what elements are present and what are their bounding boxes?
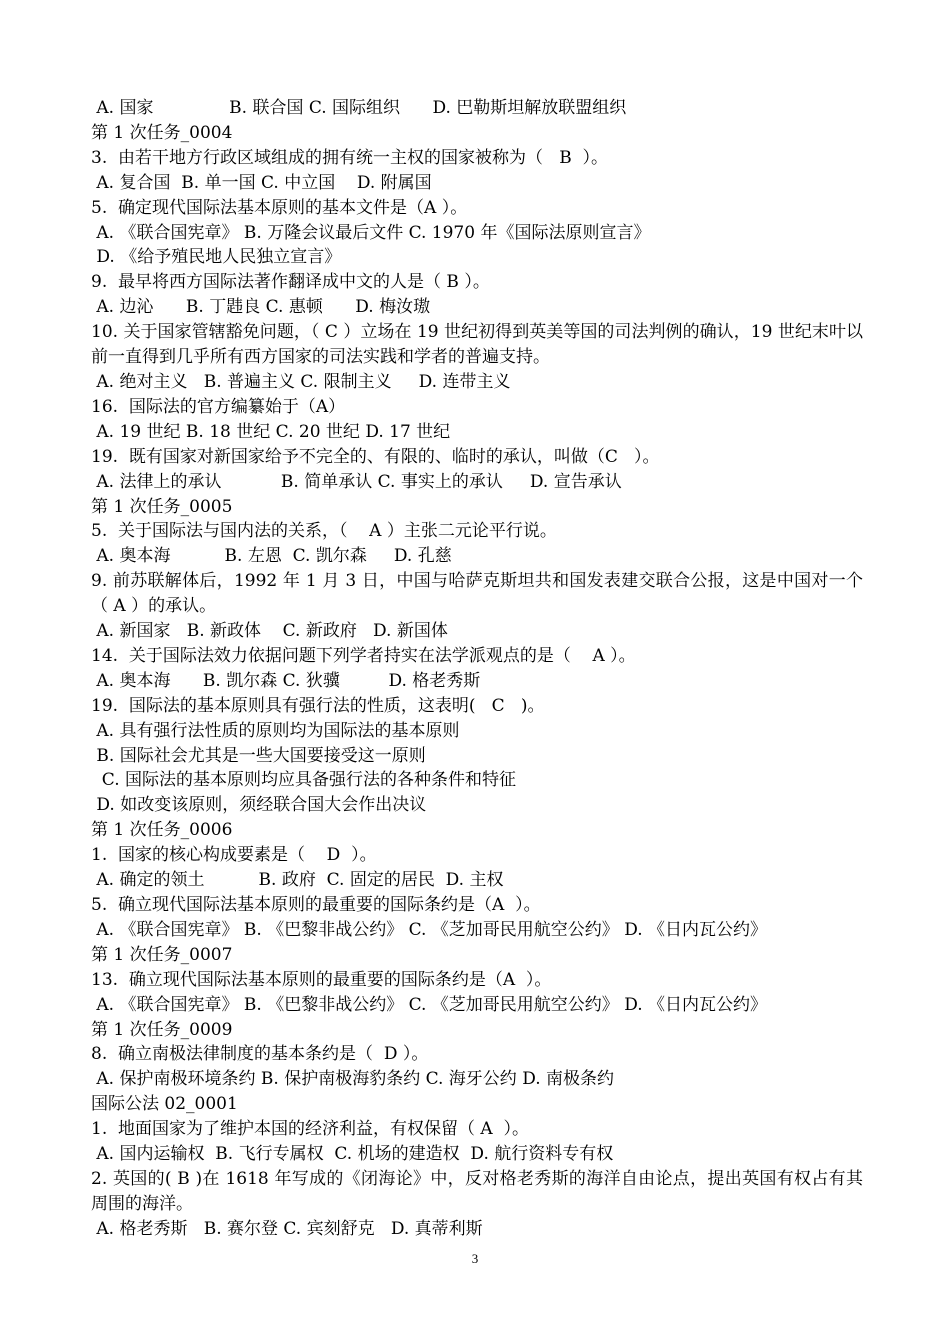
- question-paragraph: 2. 英国的( B )在 1618 年写成的《闭海论》中，反对格老秀斯的海洋自由论点，提出英国有权占有其周围的海洋。: [91, 1168, 863, 1214]
- question-line: 19. 既有国家对新国家给予不完全的、有限的、临时的承认，叫做（C ）。: [91, 446, 660, 467]
- answer-option: C. 国际法的基本原则均应具备强行法的各种条件和特征: [91, 770, 517, 791]
- question-line: 5. 确立现代国际法基本原则的最重要的国际条约是（A ）。: [91, 895, 541, 915]
- answer-options-line: D. 《给予殖民地人民独立宣言》: [91, 247, 342, 268]
- page-number: 3: [471, 1251, 479, 1266]
- answer-options-line: A. 新国家 B. 新政体 C. 新政府 D. 新国体: [91, 621, 448, 642]
- question-line: 1. 地面国家为了维护本国的经济利益，有权保留（ A ）。: [91, 1119, 530, 1140]
- question-line: 13. 确立现代国际法基本原则的最重要的国际条约是（A ）。: [91, 969, 552, 990]
- answer-options-line: A. 《联合国宪章》 B. 《巴黎非战公约》 C. 《芝加哥民用航空公约》 D. 《日内瓦公约》: [91, 994, 768, 1015]
- question-line: 5. 确定现代国际法基本原则的基本文件是（A ）。: [91, 197, 468, 218]
- answer-option: D. 如改变该原则，须经联合国大会作出决议: [91, 795, 427, 816]
- answer-options-line: A. 《联合国宪章》 B. 万隆会议最后文件 C. 1970 年《国际法原则宣言》: [91, 222, 651, 243]
- answer-options-line: A. 法律上的承认 B. 简单承认 C. 事实上的承认 D. 宣告承认: [91, 471, 622, 492]
- answer-options-line: A. 保护南极环境条约 B. 保护南极海豹条约 C. 海牙公约 D. 南极条约: [91, 1069, 615, 1090]
- answer-options-line: A. 确定的领土 B. 政府 C. 固定的居民 D. 主权: [91, 870, 504, 891]
- section-heading: 第 1 次任务_0007: [91, 944, 233, 965]
- question-paragraph: 9. 前苏联解体后，1992 年 1 月 3 日，中国与哈萨克斯坦共和国发表建交联合公报，这是中国对一个（ A ）的承认。: [91, 571, 863, 617]
- answer-options-line: A. 格老秀斯 B. 赛尔登 C. 宾刻舒克 D. 真蒂利斯: [91, 1218, 483, 1239]
- answer-options-line: A. 国内运输权 B. 飞行专属权 C. 机场的建造权 D. 航行资料专有权: [91, 1144, 614, 1165]
- section-heading: 第 1 次任务_0006: [91, 820, 233, 841]
- answer-options-line: A. 《联合国宪章》 B. 《巴黎非战公约》 C. 《芝加哥民用航空公约》 D. 《日内瓦公约》: [91, 919, 768, 940]
- document-body: [91, 96, 863, 1242]
- question-line: 5. 关于国际法与国内法的关系，（ A ）主张二元论平行说。: [91, 521, 557, 542]
- question-line: 19. 国际法的基本原则具有强行法的性质，这表明( C )。: [91, 695, 545, 716]
- question-line: 16. 国际法的官方编纂始于（A）: [91, 396, 346, 417]
- answer-options-line: A. 奥本海 B. 左恩 C. 凯尔森 D. 孔慈: [91, 546, 452, 567]
- section-heading: 第 1 次任务_0005: [91, 496, 233, 517]
- answer-options-line: A. 绝对主义 B. 普遍主义 C. 限制主义 D. 连带主义: [91, 371, 511, 392]
- section-heading: 国际公法 02_0001: [91, 1094, 238, 1115]
- answer-options-line: A. 奥本海 B. 凯尔森 C. 狄骥 D. 格老秀斯: [91, 670, 481, 691]
- answer-options-line: A. 19 世纪 B. 18 世纪 C. 20 世纪 D. 17 世纪: [91, 421, 451, 442]
- section-heading: 第 1 次任务_0009: [91, 1019, 233, 1040]
- question-line: 8. 确立南极法律制度的基本条约是（ D ）。: [91, 1044, 429, 1065]
- answer-options-line: A. 边沁 B. 丁韪良 C. 惠顿 D. 梅汝璈: [91, 297, 431, 318]
- question-line: 1. 国家的核心构成要素是（ D ）。: [91, 845, 377, 866]
- question-line: 3. 由若干地方行政区域组成的拥有统一主权的国家被称为（ B ）。: [91, 147, 609, 168]
- answer-option: A. 具有强行法性质的原则均为国际法的基本原则: [91, 720, 460, 741]
- answer-options-line: A. 复合国 B. 单一国 C. 中立国 D. 附属国: [91, 172, 432, 193]
- question-line: 9. 最早将西方国际法著作翻译成中文的人是（ B ）。: [91, 272, 490, 293]
- question-paragraph: 10. 关于国家管辖豁免问题，（ C ）立场在 19 世纪初得到英美等国的司法判例的确认，19 世纪末叶以前一直得到几乎所有西方国家的司法实践和学者的普遍支持。: [91, 322, 863, 368]
- answer-option: B. 国际社会尤其是一些大国要接受这一原则: [91, 745, 426, 766]
- question-line: 14. 关于国际法效力依据问题下列学者持实在法学派观点的是（ A ）。: [91, 645, 636, 666]
- answer-options-line: A. 国家 B. 联合国 C. 国际组织 D. 巴勒斯坦解放联盟组织: [91, 98, 627, 118]
- section-heading: 第 1 次任务_0004: [91, 122, 233, 143]
